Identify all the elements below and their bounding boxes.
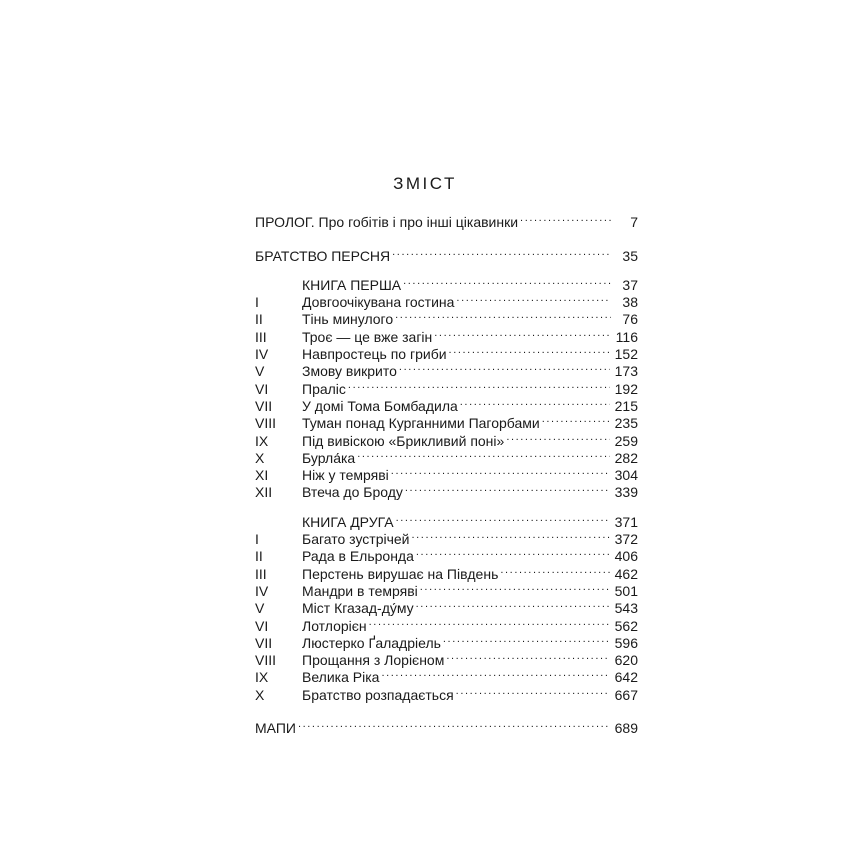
chapter-page: 642 bbox=[614, 669, 638, 686]
chapter-title: Братство розпадається bbox=[302, 686, 454, 703]
entry-title: МАПИ bbox=[255, 720, 296, 737]
chapter-title: Рада в Ельронда bbox=[302, 548, 414, 565]
dot-leader bbox=[449, 342, 610, 359]
chapter-number: VIII bbox=[255, 415, 277, 432]
chapter-title: Змову викрито bbox=[302, 363, 397, 380]
chapter-number: II bbox=[255, 311, 263, 328]
chapter-page: 372 bbox=[614, 531, 638, 548]
chapter-number: III bbox=[255, 565, 267, 582]
dot-leader bbox=[399, 359, 610, 376]
dot-leader bbox=[403, 273, 611, 290]
chapter-page: 282 bbox=[614, 449, 638, 466]
dot-leader bbox=[298, 716, 610, 733]
dot-leader bbox=[420, 579, 610, 596]
dot-leader bbox=[369, 613, 610, 630]
dot-leader bbox=[443, 631, 610, 648]
chapter-number: VII bbox=[255, 634, 273, 651]
dot-leader bbox=[392, 243, 611, 260]
chapter-page: 38 bbox=[622, 294, 638, 311]
chapter-page: 76 bbox=[622, 311, 638, 328]
chapter-number: X bbox=[255, 686, 265, 703]
dot-leader bbox=[434, 324, 610, 341]
chapter-title: Втеча до Броду bbox=[302, 484, 403, 501]
chapter-title: Мандри в темряві bbox=[302, 582, 418, 599]
chapter-page: 259 bbox=[614, 432, 638, 449]
entry-page: 689 bbox=[614, 720, 638, 737]
chapter-page: 596 bbox=[614, 634, 638, 651]
chapter-number: IX bbox=[255, 669, 269, 686]
entry-page: 7 bbox=[630, 214, 638, 231]
chapter-page: 543 bbox=[614, 600, 638, 617]
dot-leader bbox=[395, 307, 611, 324]
chapter-page: 501 bbox=[614, 582, 638, 599]
chapter-number: I bbox=[255, 531, 259, 548]
dot-leader bbox=[456, 290, 611, 307]
chapter-page: 667 bbox=[614, 686, 638, 703]
chapter-title: Ніж у темряві bbox=[302, 467, 389, 484]
toc-heading: ЗМІСТ bbox=[393, 174, 457, 193]
chapter-number: VIII bbox=[255, 652, 277, 669]
chapter-title: Під вивіскою «Брикливий поні» bbox=[302, 432, 505, 449]
entry-page: 35 bbox=[622, 247, 638, 264]
chapter-title: Троє — це вже загін bbox=[302, 328, 433, 345]
chapter-number: X bbox=[255, 449, 265, 466]
toc-entry-book-2 bbox=[255, 509, 638, 530]
chapter-number: IV bbox=[255, 582, 269, 599]
chapter-number: XI bbox=[255, 467, 269, 484]
book-2-chapter-list bbox=[255, 527, 638, 703]
chapter-page: 462 bbox=[614, 565, 638, 582]
chapter-title: Туман понад Курганними Пагорбами bbox=[302, 415, 540, 432]
dot-leader bbox=[456, 682, 610, 699]
chapter-number: III bbox=[255, 328, 267, 345]
chapter-title: Прощання з Лорієном bbox=[302, 652, 445, 669]
chapter-page: 116 bbox=[615, 328, 638, 345]
chapter-title: Багато зустрічей bbox=[302, 531, 410, 548]
chapter-title: Навпростець по гриби bbox=[302, 346, 447, 363]
chapter-title: Люстерко Ґаладріель bbox=[302, 634, 441, 651]
chapter-number: VI bbox=[255, 380, 269, 397]
chapter-title: Лотлорієн bbox=[302, 617, 367, 634]
dot-leader bbox=[381, 665, 609, 682]
dot-leader bbox=[542, 411, 610, 428]
chapter-number: V bbox=[255, 363, 265, 380]
dot-leader bbox=[391, 463, 610, 480]
chapter-page: 406 bbox=[614, 548, 638, 565]
chapter-number: II bbox=[255, 548, 263, 565]
entry-title: ПРОЛОГ. Про гобітів і про інші цікавинки bbox=[255, 214, 519, 231]
dot-leader bbox=[460, 394, 610, 411]
toc-entry-maps bbox=[255, 716, 638, 737]
chapter-number: VI bbox=[255, 617, 269, 634]
chapter-number: I bbox=[255, 294, 259, 311]
chapter-title: Праліс bbox=[302, 380, 346, 397]
dot-leader bbox=[416, 544, 610, 561]
chapter-page: 192 bbox=[614, 380, 638, 397]
chapter-number: V bbox=[255, 600, 265, 617]
chapter-page: 173 bbox=[614, 363, 638, 380]
chapter-title: Перстень вирушає на Південь bbox=[302, 565, 499, 582]
chapter-page: 215 bbox=[614, 397, 638, 414]
entry-page: 37 bbox=[622, 276, 638, 293]
chapter-page: 235 bbox=[614, 415, 638, 432]
dot-leader bbox=[416, 596, 610, 613]
toc-entry-prologue bbox=[255, 210, 638, 231]
dot-leader bbox=[446, 648, 609, 665]
dot-leader bbox=[412, 527, 610, 544]
dot-leader bbox=[500, 561, 609, 578]
chapter-page: 152 bbox=[614, 346, 638, 363]
table-of-contents bbox=[255, 210, 638, 737]
dot-leader bbox=[357, 446, 609, 463]
chapter-title: Бурла́ка bbox=[302, 449, 356, 466]
chapter-title: Велика Ріка bbox=[302, 669, 380, 686]
dot-leader bbox=[506, 428, 609, 445]
chapter-title: Довгоочікувана гостина bbox=[302, 294, 455, 311]
chapter-title: У домі Тома Бомбадила bbox=[302, 397, 458, 414]
entry-title: КНИГА ДРУГА bbox=[302, 513, 394, 530]
chapter-page: 339 bbox=[614, 484, 638, 501]
chapter-number: IV bbox=[255, 346, 269, 363]
dot-leader bbox=[520, 210, 611, 227]
toc-entry-book-1 bbox=[255, 273, 638, 293]
book-1-chapter-list bbox=[255, 290, 638, 501]
chapter-number: IX bbox=[255, 432, 269, 449]
dot-leader bbox=[405, 480, 610, 497]
chapter-page: 620 bbox=[614, 652, 638, 669]
entry-title: КНИГА ПЕРША bbox=[302, 276, 402, 293]
dot-leader bbox=[396, 509, 610, 526]
chapter-number: XII bbox=[255, 484, 273, 501]
chapter-title: Міст Кгазад-ду́му bbox=[302, 600, 414, 617]
chapter-page: 562 bbox=[614, 617, 638, 634]
entry-title: БРАТСТВО ПЕРСНЯ bbox=[255, 247, 391, 264]
chapter-page: 304 bbox=[614, 467, 638, 484]
toc-entry-part bbox=[255, 243, 638, 264]
dot-leader bbox=[348, 376, 610, 393]
entry-page: 371 bbox=[614, 513, 638, 530]
chapter-title: Тінь минулого bbox=[302, 311, 394, 328]
chapter-number: VII bbox=[255, 397, 273, 414]
